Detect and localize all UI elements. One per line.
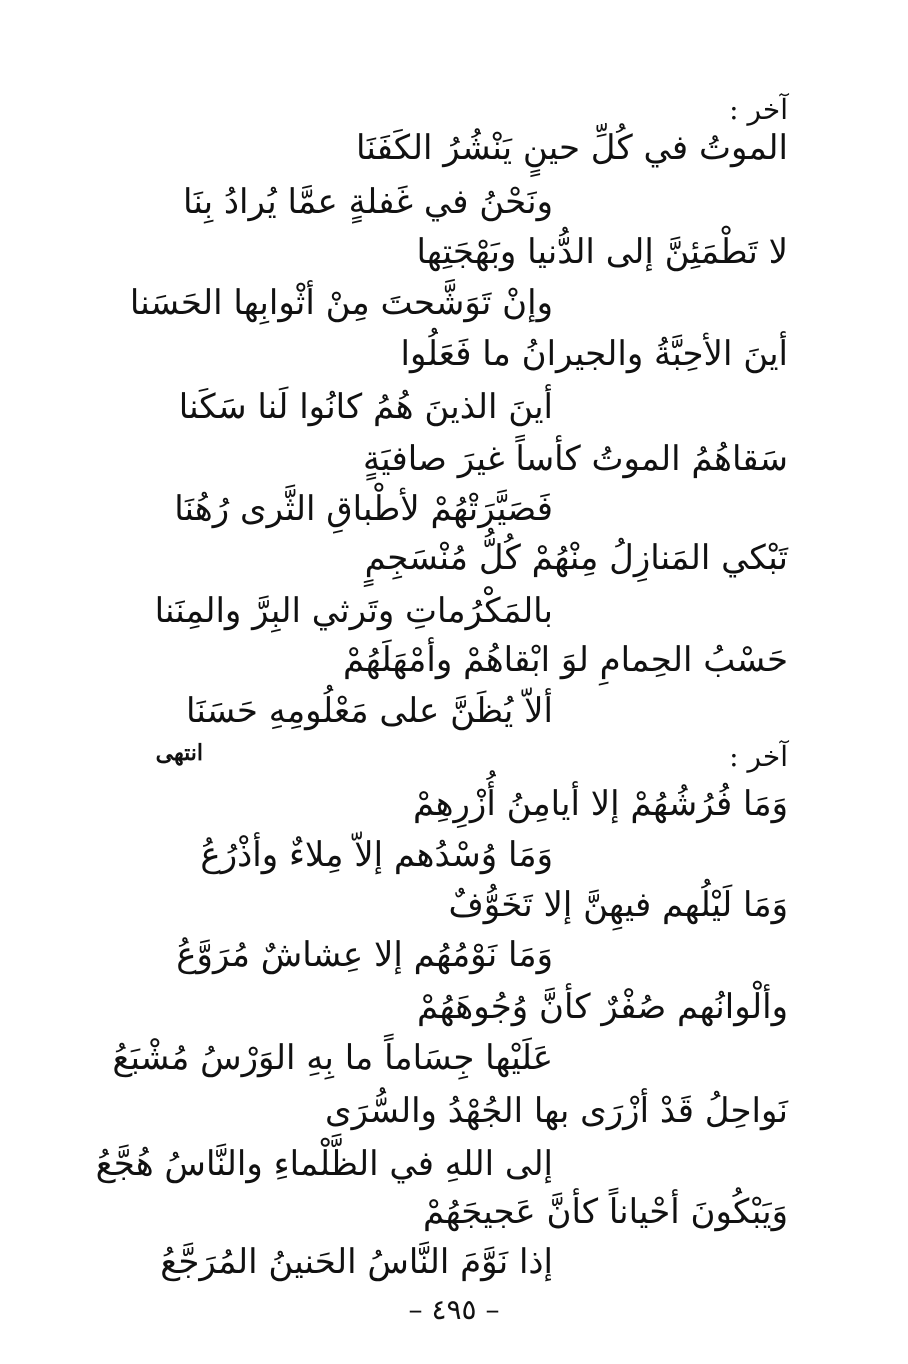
verse-line: ألاّ يُظَنَّ على مَعْلُومِهِ حَسَنَا	[185, 691, 553, 731]
verse-line: وإنْ تَوَشَّحتَ مِنْ أثْوابِها الحَسَنا	[129, 283, 553, 323]
poem-heading: آخر :	[729, 740, 788, 773]
verse-line: وألْوانُهم صُفْرٌ كأنَّ وُجُوهَهُمْ	[417, 987, 788, 1027]
verse-line: عَلَيْها جِسَاماً ما بِهِ الوَرْسُ مُشْبَعُ	[112, 1038, 553, 1078]
page-number: – ٤٩٥ –	[408, 1293, 500, 1326]
verse-line: سَقاهُمُ الموتُ كأساً غيرَ صافيَةٍ	[362, 439, 788, 479]
verse-line: إلى اللهِ في الظَّلْماءِ والنَّاسُ هُجَّعُ	[95, 1144, 553, 1184]
verse-line: وَيَبْكُونَ أحْياناً كأنَّ عَجيجَهُمْ	[422, 1192, 788, 1232]
verse-line: الموتُ في كُلِّ حينٍ يَنْشُرُ الكَفَنَا	[356, 128, 788, 168]
verse-line: وَمَا فُرُشُهُمْ إلا أيامِنُ أُزْرِهِمْ	[412, 784, 788, 824]
ending-marker: انتهى	[155, 740, 203, 766]
verse-line: نَواحِلُ قَدْ أزْرَى بها الجُهْدُ والسُّرَى	[325, 1091, 788, 1131]
verse-line: إذا نَوَّمَ النَّاسُ الحَنينُ المُرَجَّعُ	[160, 1242, 553, 1282]
verse-line: أينَ الأحِبَّةُ والجيرانُ ما فَعَلُوا	[400, 334, 788, 374]
verse-line: بالمَكْرُماتِ وتَرثي البِرَّ والمِنَنا	[154, 591, 553, 631]
verse-line: لا تَطْمَئِنَّ إلى الدُّنيا وبَهْجَتِها	[416, 232, 788, 272]
verse-line: تَبْكي المَنازِلُ مِنْهُمْ كُلُّ مُنْسَجِمٍ	[364, 538, 788, 578]
verse-line: حَسْبُ الحِمامِ لوَ ابْقاهُمْ وأمْهَلَهُمْ	[342, 640, 788, 680]
poem-heading: آخر :	[729, 93, 788, 126]
verse-line: ونَحْنُ في غَفلةٍ عمَّا يُرادُ بِنَا	[183, 182, 553, 222]
verse-line: أينَ الذينَ هُمُ كانُوا لَنا سَكَنا	[178, 387, 553, 427]
verse-line: وَمَا وُسْدُهم إلاّ مِلاءٌ وأذْرُعُ	[200, 835, 553, 875]
verse-line: فَصَيَّرَتْهُمْ لأطْباقِ الثَّرى رُهُنَا	[174, 489, 553, 529]
verse-line: وَمَا نَوْمُهُم إلا عِشاشٌ مُرَوَّعُ	[176, 935, 553, 975]
verse-line: وَمَا لَيْلُهم فيهِنَّ إلا تَخَوُّفٌ	[448, 885, 788, 925]
